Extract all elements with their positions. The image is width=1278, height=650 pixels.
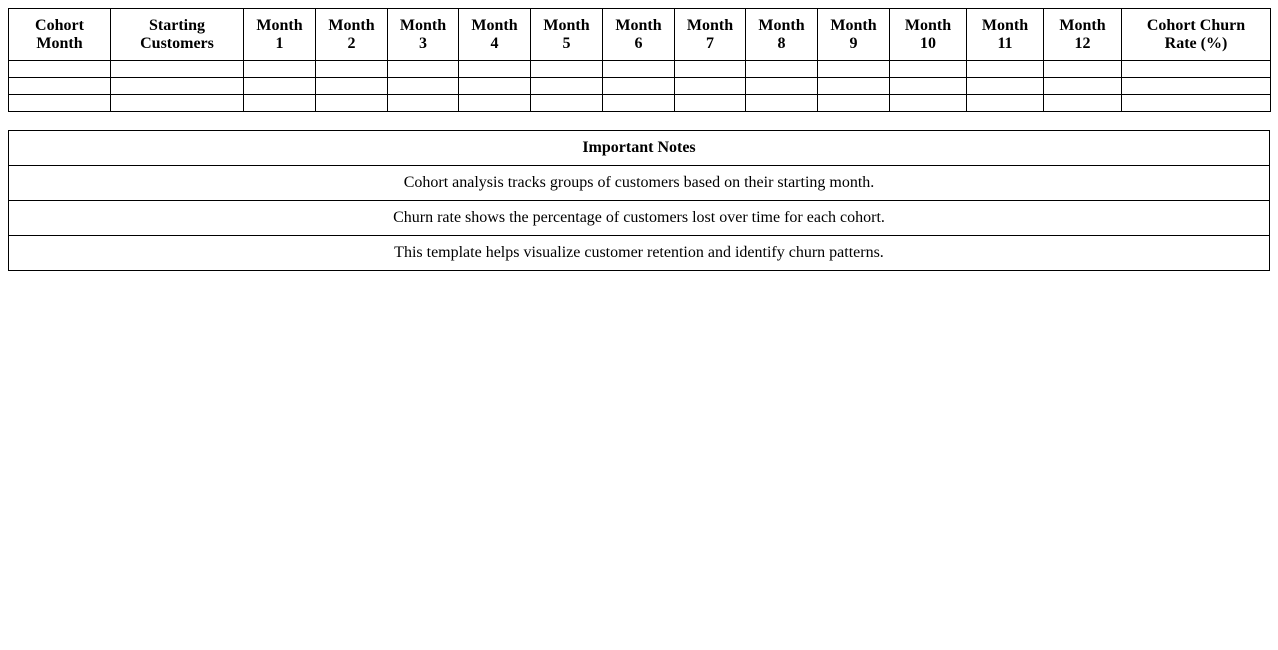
column-header xyxy=(890,9,967,61)
table-cell xyxy=(388,61,459,78)
column-header-line: Cohort xyxy=(35,16,84,34)
notes-table xyxy=(8,130,1270,271)
table-cell xyxy=(1044,78,1122,95)
table-cell xyxy=(1122,61,1271,78)
column-header-line: Month xyxy=(328,16,375,34)
table-cell xyxy=(459,78,531,95)
table-cell xyxy=(890,95,967,112)
table-cell xyxy=(746,61,818,78)
column-header-line: Month xyxy=(615,16,662,34)
table-header-row xyxy=(9,9,1271,61)
notes-title: Important Notes xyxy=(9,131,1270,166)
table-cell xyxy=(967,78,1044,95)
table-cell xyxy=(890,61,967,78)
column-header xyxy=(603,9,675,61)
table-cell xyxy=(675,78,746,95)
page-content xyxy=(0,0,1278,279)
column-header xyxy=(967,9,1044,61)
column-header-line: 10 xyxy=(920,34,936,52)
table-cell xyxy=(531,78,603,95)
column-header-line: Month xyxy=(36,34,83,52)
table-cell xyxy=(459,95,531,112)
table-row xyxy=(9,95,1271,112)
note-text: Cohort analysis tracks groups of customers based on their starting month. xyxy=(9,166,1270,201)
column-header-line: Month xyxy=(256,16,303,34)
column-header xyxy=(1122,9,1271,61)
table-cell xyxy=(459,61,531,78)
table-cell xyxy=(967,95,1044,112)
table-cell xyxy=(9,61,111,78)
table-cell xyxy=(967,61,1044,78)
column-header-line: Month xyxy=(904,16,952,34)
table-cell xyxy=(675,61,746,78)
note-text: This template helps visualize customer retention and identify churn patterns. xyxy=(9,236,1270,271)
table-cell xyxy=(1044,61,1122,78)
table-row xyxy=(9,61,1271,78)
column-header-line: 7 xyxy=(706,34,714,52)
column-header xyxy=(9,9,111,61)
column-header-line: Month xyxy=(1059,16,1106,34)
column-header-line: Month xyxy=(981,16,1029,34)
column-header-line: Month xyxy=(758,16,805,34)
table-cell xyxy=(111,95,244,112)
notes-header-row xyxy=(9,131,1270,166)
table-cell xyxy=(244,78,316,95)
table-cell xyxy=(818,61,890,78)
note-row xyxy=(9,236,1270,271)
note-row xyxy=(9,201,1270,236)
column-header-line: Month xyxy=(830,16,877,34)
column-header xyxy=(818,9,890,61)
column-header-line: Month xyxy=(686,16,734,34)
cohort-churn-table xyxy=(8,8,1271,112)
column-header xyxy=(746,9,818,61)
table-cell xyxy=(531,61,603,78)
column-header-line: 8 xyxy=(777,34,786,52)
table-cell xyxy=(1044,95,1122,112)
column-header-line: Starting xyxy=(149,16,205,34)
column-header-line: 5 xyxy=(562,34,571,52)
column-header-line: 9 xyxy=(849,34,858,52)
table-cell xyxy=(244,61,316,78)
table-cell xyxy=(818,95,890,112)
table-cell xyxy=(746,78,818,95)
column-header-line: 11 xyxy=(997,34,1013,52)
table-cell xyxy=(316,61,388,78)
table-cell xyxy=(1122,78,1271,95)
note-row xyxy=(9,166,1270,201)
table-row xyxy=(9,78,1271,95)
column-header-line: Rate (%) xyxy=(1164,34,1228,52)
table-body xyxy=(9,61,1271,112)
table-cell xyxy=(316,78,388,95)
table-cell xyxy=(1122,95,1271,112)
table-cell xyxy=(531,95,603,112)
table-cell xyxy=(818,78,890,95)
column-header-line: Month xyxy=(543,16,590,34)
table-cell xyxy=(603,61,675,78)
column-header xyxy=(531,9,603,61)
table-cell xyxy=(603,78,675,95)
table-cell xyxy=(111,78,244,95)
table-cell xyxy=(890,78,967,95)
column-header-line: 3 xyxy=(419,34,427,52)
note-text: Churn rate shows the percentage of customers lost over time for each cohort. xyxy=(9,201,1270,236)
column-header xyxy=(316,9,388,61)
table-cell xyxy=(9,95,111,112)
column-header-line: 6 xyxy=(634,34,643,52)
column-header-line: Cohort Churn xyxy=(1146,16,1246,34)
column-header xyxy=(111,9,244,61)
column-header-line: Month xyxy=(471,16,518,34)
table-cell xyxy=(111,61,244,78)
notes-body xyxy=(9,166,1270,271)
column-header xyxy=(459,9,531,61)
column-header-line: Month xyxy=(399,16,447,34)
table-cell xyxy=(388,95,459,112)
column-header xyxy=(675,9,746,61)
table-cell xyxy=(316,95,388,112)
column-header-line: 4 xyxy=(490,34,499,52)
column-header-line: Customers xyxy=(140,34,214,52)
column-header-line: 1 xyxy=(275,34,284,52)
table-cell xyxy=(603,95,675,112)
table-cell xyxy=(675,95,746,112)
column-header xyxy=(388,9,459,61)
table-cell xyxy=(388,78,459,95)
column-header xyxy=(244,9,316,61)
column-header-line: 12 xyxy=(1074,34,1091,52)
column-header xyxy=(1044,9,1122,61)
column-header-line: 2 xyxy=(347,34,356,52)
table-cell xyxy=(9,78,111,95)
table-cell xyxy=(244,95,316,112)
table-cell xyxy=(746,95,818,112)
